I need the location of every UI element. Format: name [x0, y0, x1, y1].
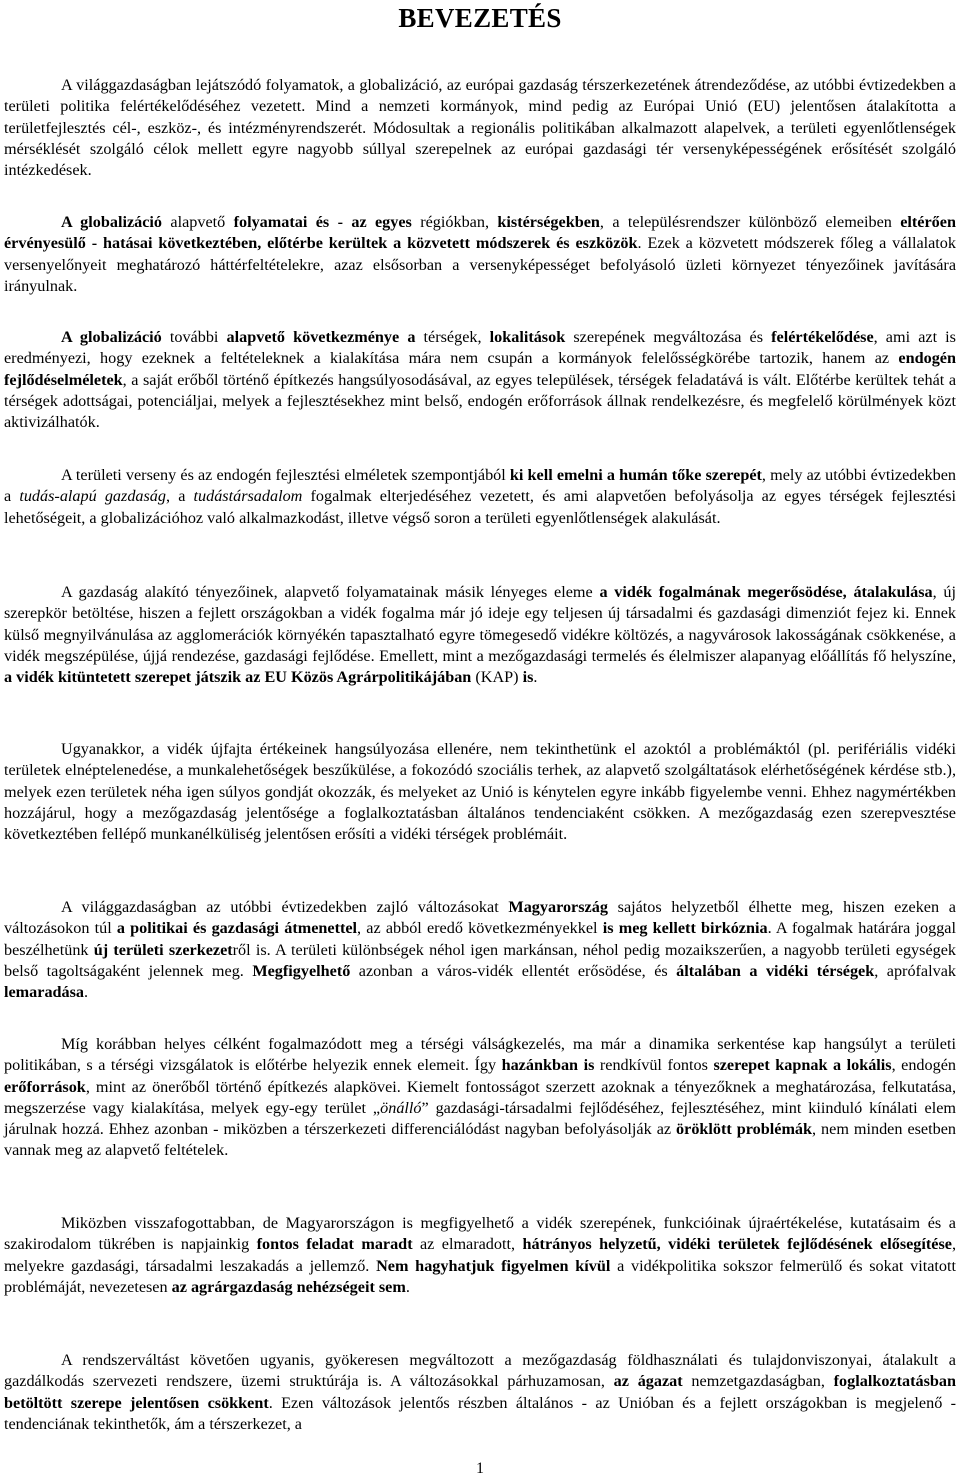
bold-text-run: általában a vidéki térségek: [676, 961, 875, 980]
bold-text-run: kistérségekben: [497, 213, 600, 232]
bold-text-run: is: [522, 668, 534, 686]
bold-text-run: A globalizáció: [61, 328, 162, 347]
text-run: ” gazdasági-társadalmi fejlődéséhez, fejlesztéséhez, mint kiinduló kínálati elem járulnak hozzá. Ehhez azonban - miközben a térszerkezeti differenciálódást nagyban befolyásolják az: [4, 1098, 956, 1138]
text-run: Míg korábban helyes célként fogalmazódott meg a térségi válságkezelés, ma már a dinamika serkentése kap hangsúlyt a területi politikában, s a térségi vizsgálatok is előtérbe helyezik ennek elemeit. Így: [4, 1035, 956, 1075]
paragraph-5: [4, 582, 956, 688]
text-run: , aprófalvak: [874, 961, 956, 980]
bold-text-run: öröklött problémák: [676, 1120, 813, 1138]
text-run: az elmaradott,: [412, 1235, 523, 1254]
text-run: A rendszerváltást követően ugyanis, gyökeresen megváltozott a mezőgazdaság földhasználati és tulajdonviszonyai, átalakult a gazdálkodás szervezeti rendszere, üzemi struktúrája is. A változásokkal párhuzamosan,: [4, 1351, 956, 1391]
text-run: A világgazdaságban lejátszódó folyamatok, a globalizáció, az európai gazdaság térszerkezetének átrendeződése, az utóbbi évtizedekben a területi politika felértékelődéséhez vezetett. Mind a nemzeti kormányok, mind pedig az Európai Unió (EU) jelentősen átalakította a területfejlesztés cél-, eszköz-, és intézményrendszerét. Módosultak a regionális politikában alkalmazott alapelvek, a területi egyenlőtlenségek mérséklését szolgáló célok mellett egyre nagyobb súllyal szerepelnek az európai gazdasági tér versenyképességének erősítését szolgáló intézkedések.: [4, 76, 956, 179]
bold-text-run: új területi szerkezet: [93, 940, 233, 959]
bold-text-run: folyamatai és - az egyes: [233, 213, 412, 232]
text-run: , a saját erőből történő építkezés hangsúlyosodásával, az egyes települések, térségek feladatává is vált. Előtérbe kerültek tehát a térségek adottságai, potenciáljai, melyek a fejlesztésekhez mint belső, endogén erőforrások állnak rendelkezésre, és megfelelő körülmények közt aktivizálhatók.: [4, 370, 956, 431]
text-run: Ugyanakkor, a vidék újfajta értékeinek hangsúlyozása ellenére, nem tekinthetünk el azoktól a problémáktól (pl. perifériális vidéki területek elnéptelenedése, a munkalehetőségek beszűkülése, a fokozódó szociális terhek, az alapvető szolgáltatások elérhetőségének kérdése stb.), melyek ezen területek néha igen súlyos gondját okozzák, és melyeket az Unió is kénytelen egyre inkább figyelembe venni. Ehhez nagymértékben hozzájárul, hogy a mezőgazdaság jelentősége a foglalkoztatásban általános tendenciaként csökken. A mezőgazdaság ezen szerepvesztése következtében fellépő munkanélküliség jelentősen erősíti a vidéki térségek problémáit.: [4, 740, 956, 843]
bold-text-run: is meg kellett birkóznia: [602, 919, 768, 938]
bold-text-run: az ágazat: [613, 1372, 683, 1391]
bold-text-run: hátrányos helyzetű, vidéki területek fejlődésének elősegítése: [522, 1235, 952, 1254]
bold-text-run: endogén fejlődéselméletek: [4, 349, 956, 389]
text-run: rendkívül fontos: [594, 1056, 714, 1075]
text-run: .: [84, 983, 89, 1001]
text-run: . Ezen változások jelentős részben általános - az Unióban és a fejlett országokban is megjelenő - tendenciának tekinthetők, ám a térszerkezet, a: [4, 1393, 957, 1433]
bold-text-run: lokalitások: [489, 328, 566, 347]
bold-text-run: szerepet kapnak a lokális: [713, 1056, 892, 1075]
bold-text-run: lemaradása: [4, 983, 85, 1001]
text-run: , mint az önerőből történő építkezés alapkövei. Kiemelt fontosságot szerzett azoknak a tényezőknek a meghatározása, felkutatása, megszerzése vagy kialakítása, melyek egy-egy terület „: [4, 1077, 956, 1117]
bold-text-run: az agrárgazdaság nehézségeit sem: [171, 1277, 406, 1296]
text-run: A területi verseny és az endogén fejlesztési elméletek szempontjából: [61, 466, 510, 485]
bold-text-run: hazánkban is: [501, 1056, 595, 1075]
bold-text-run: felértékelődése: [771, 328, 874, 347]
italic-text-run: önálló: [380, 1098, 422, 1117]
text-run: szerepének megváltozása és: [565, 328, 772, 347]
page-title: BEVEZETÉS: [398, 3, 562, 33]
text-run: alapvető: [162, 213, 234, 232]
text-run: . Ezek a közvetett módszerek főleg a vállalatok versenyelőnyeit meghatározó háttérfeltételekre, azaz elsősorban a versenyképességet befolyásoló üzleti környezet tényezőinek javítására irányulnak.: [4, 234, 956, 295]
text-run: . A fogalmak határára joggal beszélhetünk: [4, 919, 956, 959]
bold-text-run: Megfigyelhető: [252, 961, 351, 980]
text-run: , melyekre gazdasági, társadalmi leszakadás a jellemző.: [4, 1235, 957, 1275]
text-run: , a: [166, 487, 194, 506]
paragraph-2: [4, 212, 956, 297]
bold-text-run: ki kell emelni a humán tőke szerepét: [509, 466, 762, 485]
bold-text-run: Magyarország: [508, 898, 608, 917]
text-run: térségek,: [415, 328, 490, 347]
text-run: A gazdaság alakító tényezőinek, alapvető folyamatainak másik lényeges eleme: [61, 583, 600, 602]
bold-text-run: Nem hagyhatjuk figyelmen kívül: [376, 1256, 611, 1275]
paragraph-3: [4, 327, 956, 433]
text-run: ről is. A területi különbségek néhol igen markánsan, néhol pedig mozaikszerűen, a nagyobb területi egységek belső tagoltságaként jelennek meg.: [4, 940, 957, 980]
bold-text-run: eltérően érvényesülő - hatásai következtében, előtérbe kerültek a közvetett módszerek és eszközök: [4, 213, 956, 253]
text-run: azonban a város-vidék ellentét erősödése, és: [350, 961, 677, 980]
text-run: régiókban,: [411, 213, 498, 232]
paragraph-7: [4, 897, 956, 1003]
text-run: Miközben visszafogottabban, de Magyarországon is megfigyelhető a vidék szerepének, funkcióinak újraértékelése, kutatásaim és a szakirodalom tükrében is napjainkig: [4, 1214, 956, 1254]
bold-text-run: a vidék kitüntetett szerepet játszik az EU Közös Agrárpolitikájában: [4, 668, 472, 686]
text-run: , ami azt is eredményezi, hogy ezeknek a feltételeknek a kialakítása mára nem csupán a kormányok felelősségkörébe tartozik, hanem az: [4, 328, 956, 368]
paragraph-10: [4, 1350, 956, 1435]
bold-text-run: a politikai és gazdasági átmenettel: [116, 919, 358, 938]
bold-text-run: erőforrások: [4, 1077, 86, 1096]
text-run: (KAP): [471, 668, 523, 686]
text-run: , endogén: [891, 1056, 956, 1075]
bold-text-run: fontos feladat maradt: [256, 1235, 413, 1254]
text-run: A világgazdaságban az utóbbi évtizedekben zajló változásokat: [61, 898, 509, 917]
italic-text-run: tudás-alapú gazdaság: [19, 487, 166, 506]
text-run: nemzetgazdaságban,: [682, 1372, 834, 1391]
paragraph-6: [4, 739, 956, 845]
text-run: fogalmak elterjedéséhez vezetett, és ami alapvetően befolyásolja az egyes térségek fejlesztési lehetőségeit, a globalizációhoz való alkalmazkodást, illetve végső soron a területi egyenlőtlenségek alakulását.: [4, 487, 956, 527]
text-run: sajátos helyzetből élhette meg, hiszen ezeken a változásokon túl: [4, 898, 956, 938]
text-run: , a településrendszer különböző elemeiben: [599, 213, 901, 232]
italic-text-run: tudástársadalom: [193, 487, 303, 506]
paragraph-1: [4, 75, 956, 181]
paragraph-9: [4, 1213, 956, 1298]
paragraph-4: [4, 465, 956, 529]
text-run: , új szerepkör betöltése, hiszen a fejlett országokban a vidék fogalma már jó ideje egy teljesen új társadalmi és gazdasági dimenziót fejez ki. Ennek külső megnyilvánulása az agglomerációk környékén tapasztalható egyre tömegesedő vidékre költözés, a nagyvárosok lakosságának csökkenése, a vidék megszépülése, újjá rendezése, gazdasági fejlődése. Emellett, mint a mezőgazdasági termelés és élelmiszer alapanyag előállítás fő helyszíne,: [4, 583, 957, 665]
bold-text-run: foglalkoztatásban betöltött szerepe jelentősen csökkent: [4, 1372, 956, 1412]
bold-text-run: a vidék fogalmának megerősödése, átalakulása: [599, 583, 933, 602]
text-run: .: [533, 668, 538, 686]
paragraph-8: [4, 1034, 956, 1161]
text-run: további: [161, 328, 227, 347]
text-run: , nem minden esetben vannak meg az alapvető feltételek.: [4, 1120, 956, 1160]
text-run: , az abból eredő következményekkel: [357, 919, 603, 938]
bold-text-run: A globalizáció: [61, 213, 163, 232]
text-run: a vidékpolitika sokszor felmerülő és sokat vitatott problémáját, nevezetesen: [4, 1256, 956, 1296]
page-number: 1: [476, 1460, 484, 1477]
text-run: .: [405, 1277, 410, 1296]
bold-text-run: alapvető következménye a: [226, 328, 416, 347]
text-run: , mely az utóbbi évtizedekben a: [4, 466, 956, 506]
